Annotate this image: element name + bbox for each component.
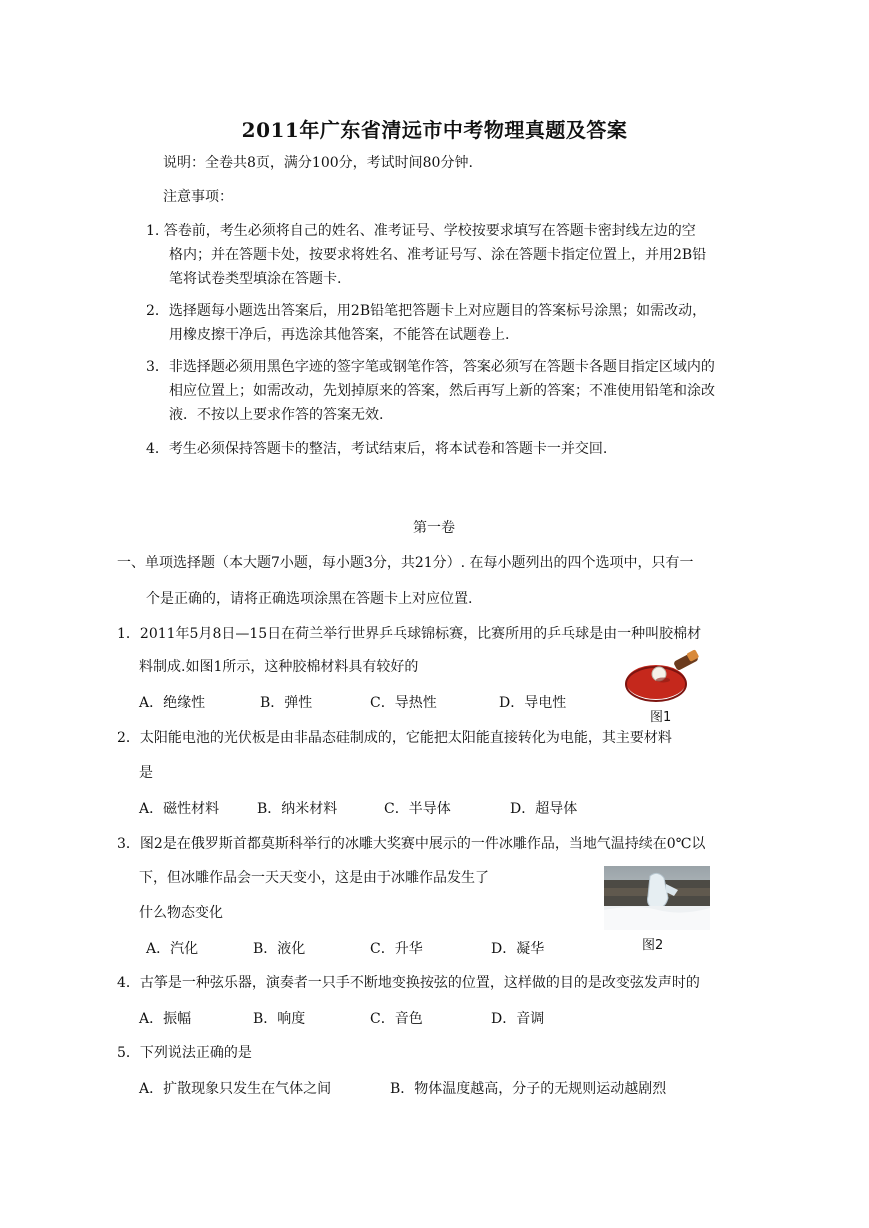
notice-3-line-3: 液．不按以上要求作答的答案无效. xyxy=(169,407,384,423)
notice-1-line-1: 1. 答卷前，考生必须将自己的姓名、准考证号、学校按要求填写在答题卡密封线左边的空 xyxy=(146,223,696,239)
question-1-option-a[interactable]: A．绝缘性 xyxy=(139,695,206,711)
question-2-line-1: 2．太阳能电池的光伏板是由非晶态硅制成的，它能把太阳能直接转化为电能，其主要材料 xyxy=(117,730,672,746)
notice-2-line-1: 2．选择题每小题选出答案后，用2B铅笔把答题卡上对应题目的答案标号涂黑；如需改动， xyxy=(146,303,707,319)
page-title: 2011年广东省清远市中考物理真题及答案 xyxy=(241,118,628,142)
question-2-option-b[interactable]: B．纳米材料 xyxy=(257,801,338,817)
question-1-line-1: 1．2011年5月8日—15日在荷兰举行世界乒乓球锦标赛，比赛所用的乒乓球是由一种叫胶棉材 xyxy=(117,626,702,642)
question-3-option-a[interactable]: A．汽化 xyxy=(146,941,199,957)
question-2-option-d[interactable]: D．超导体 xyxy=(510,801,578,817)
question-1-line-2: 料制成.如图1所示，这种胶棉材料具有较好的 xyxy=(139,659,419,675)
question-3-option-c[interactable]: C．升华 xyxy=(370,941,423,957)
notice-3-line-1: 3．非选择题必须用黑色字迹的签字笔或钢笔作答，答案必须写在答题卡各题目指定区域内的 xyxy=(146,359,715,375)
question-4-option-b[interactable]: B．响度 xyxy=(253,1011,306,1027)
notice-2-line-2: 用橡皮擦干净后，再选涂其他答案，不能答在试题卷上. xyxy=(169,327,510,343)
question-2-option-a[interactable]: A．磁性材料 xyxy=(139,801,220,817)
question-3-line-3: 什么物态变化 xyxy=(139,905,223,921)
question-3-line-1: 3．图2是在俄罗斯首都莫斯科举行的冰雕大奖赛中展示的一件冰雕作品，当地气温持续在0℃以 xyxy=(117,836,706,852)
section-heading-line-1: 一、单项选择题（本大题7小题，每小题3分，共21分）. 在每小题列出的四个选项中，只有一 xyxy=(117,555,694,571)
question-5-option-a[interactable]: A．扩散现象只发生在气体之间 xyxy=(139,1081,332,1097)
question-4-option-a[interactable]: A．振幅 xyxy=(139,1011,192,1027)
figure-2-caption: 图2 xyxy=(642,938,664,953)
question-1-option-c[interactable]: C．导热性 xyxy=(370,695,437,711)
notice-1-line-2: 格内；并在答题卡处，按要求将姓名、准考证号写、涂在答题卡指定位置上，并用2B铅 xyxy=(169,247,707,263)
question-3-option-d[interactable]: D．凝华 xyxy=(491,941,545,957)
notice-heading: 注意事项： xyxy=(163,189,233,205)
ping-pong-paddle-figure xyxy=(622,648,704,704)
section-heading-line-2: 个是正确的，请将正确选项涂黑在答题卡上对应位置. xyxy=(146,591,473,607)
question-5-option-b[interactable]: B．物体温度越高，分子的无规则运动越剧烈 xyxy=(390,1081,667,1097)
figure-1-caption: 图1 xyxy=(650,710,672,725)
ball-shadow xyxy=(656,678,670,683)
question-2-option-c[interactable]: C．半导体 xyxy=(384,801,451,817)
question-5-line-1: 5．下列说法正确的是 xyxy=(117,1045,252,1061)
question-3-option-b[interactable]: B．液化 xyxy=(253,941,306,957)
ice-sculpture-photo xyxy=(604,866,710,930)
question-3-line-2: 下，但冰雕作品会一天天变小，这是由于冰雕作品发生了 xyxy=(139,870,489,886)
question-1-option-b[interactable]: B．弹性 xyxy=(260,695,313,711)
notice-3-line-2: 相应位置上；如需改动，先划掉原来的答案，然后再写上新的答案；不准使用铅笔和涂改 xyxy=(169,383,715,399)
question-4-option-c[interactable]: C．音色 xyxy=(370,1011,423,1027)
question-4-line-1: 4．古筝是一种弦乐器，演奏者一只手不断地变换按弦的位置，这样做的目的是改变弦发声时的 xyxy=(117,975,700,991)
question-4-option-d[interactable]: D．音调 xyxy=(491,1011,545,1027)
exam-instructions: 说明：全卷共8页，满分100分，考试时间80分钟. xyxy=(163,155,473,171)
question-1-option-d[interactable]: D．导电性 xyxy=(499,695,567,711)
notice-4-line-1: 4．考生必须保持答题卡的整洁，考试结束后，将本试卷和答题卡一并交回. xyxy=(146,441,608,457)
notice-1-line-3: 笔将试卷类型填涂在答题卡. xyxy=(169,271,342,287)
question-2-line-2: 是 xyxy=(139,765,153,781)
volume-heading: 第一卷 xyxy=(413,520,455,536)
